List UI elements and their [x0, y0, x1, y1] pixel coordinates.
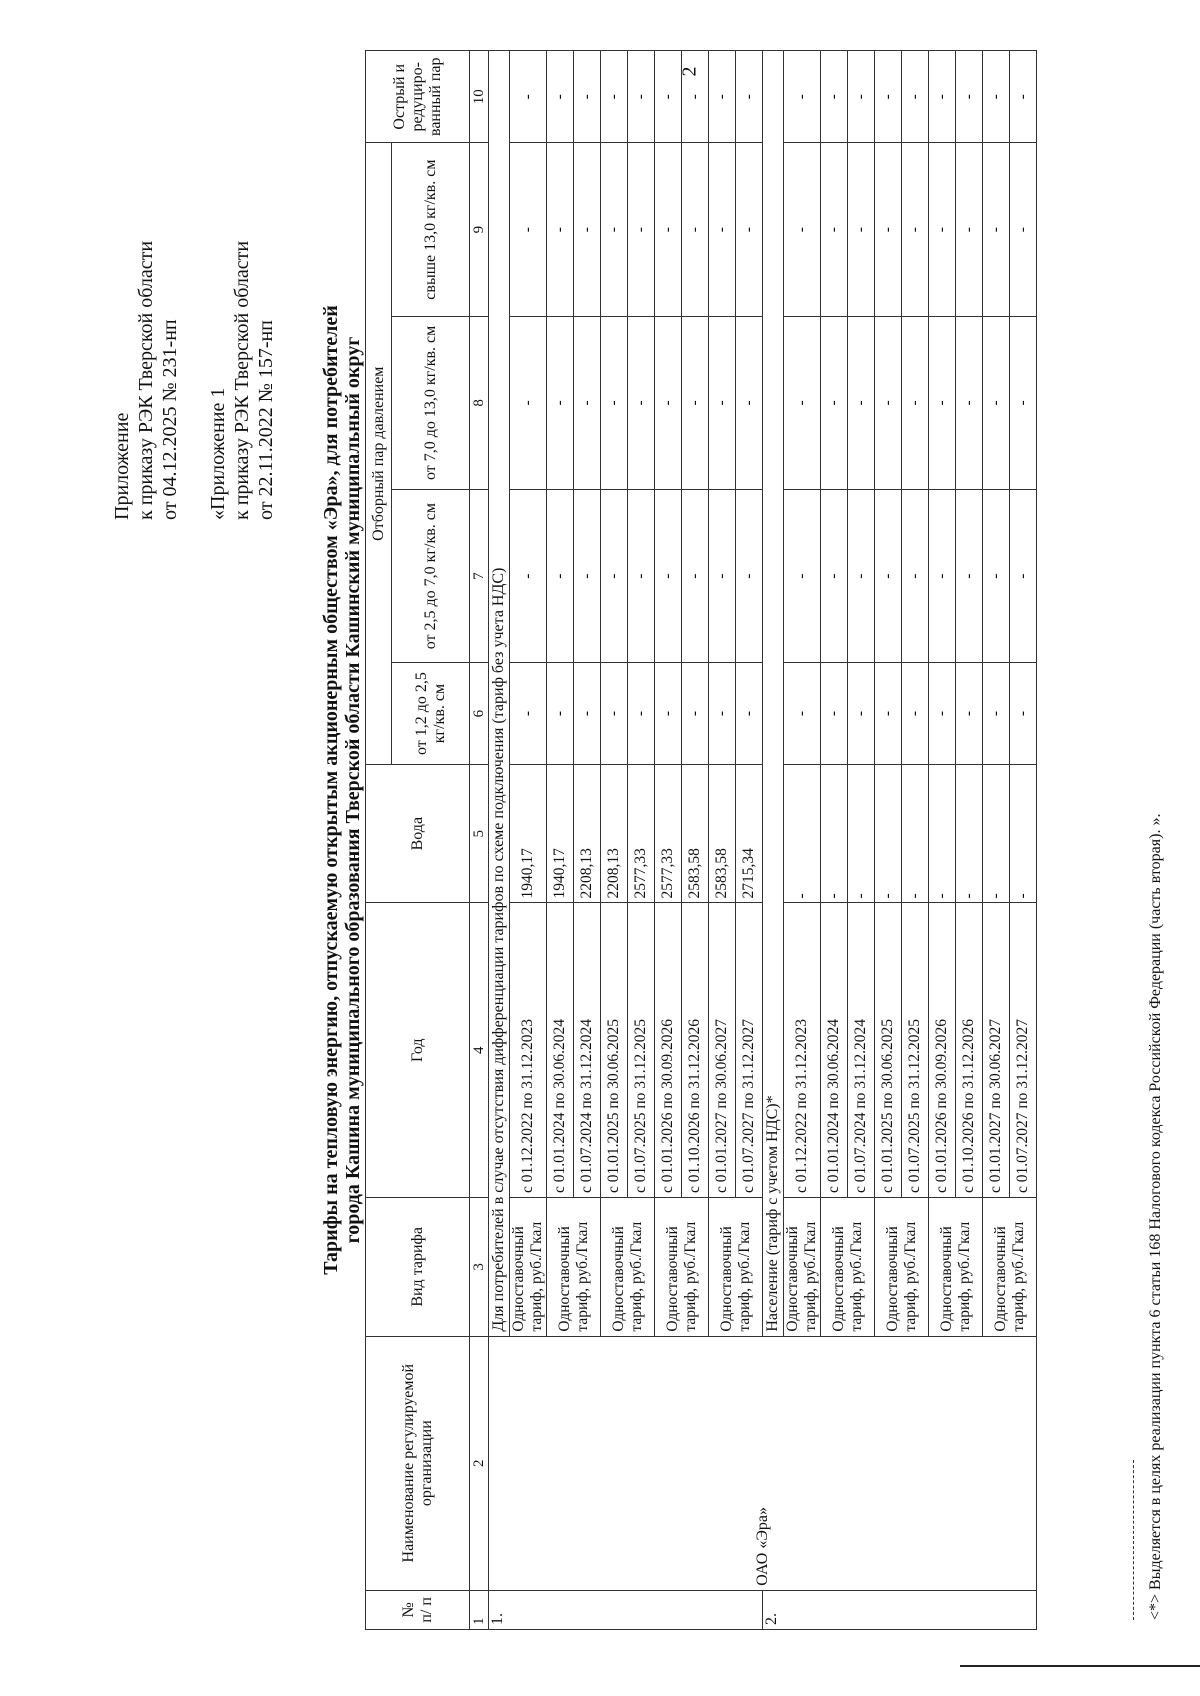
steam-value: - — [821, 663, 848, 765]
header-line: Приложение — [111, 412, 133, 520]
steam-value: - — [929, 489, 956, 662]
steam-value: - — [682, 489, 709, 662]
water-value: 2577,33 — [655, 764, 682, 903]
header-org: Наименование регулируемой организации — [366, 1336, 470, 1590]
steam-value: - — [682, 143, 709, 316]
steam-value: - — [736, 489, 763, 662]
steam-value: - — [875, 143, 902, 316]
water-value: 2715,34 — [736, 764, 763, 903]
header-steam-group: Отборный пар давлением — [366, 143, 392, 764]
water-value: 1940,17 — [510, 764, 547, 903]
col-number: 1 — [470, 1590, 489, 1629]
section-row — [489, 51, 510, 1630]
tariff-period: с 01.01.2025 по 30.06.2025 — [875, 903, 902, 1198]
header-line: к приказу РЭК Тверской области — [231, 240, 253, 520]
steam-value: - — [682, 316, 709, 489]
col-number: 2 — [470, 1336, 489, 1590]
tariff-kind: Одноставочный тариф, руб./Гкал — [784, 1198, 821, 1337]
steam-value: - — [902, 51, 929, 143]
header-line: к приказу РЭК Тверской области — [135, 240, 157, 520]
tariff-period: с 01.07.2027 по 31.12.2027 — [1010, 903, 1037, 1198]
tariff-period: с 01.10.2026 по 31.12.2026 — [682, 903, 709, 1198]
water-value: - — [983, 764, 1010, 903]
tariff-period: с 01.07.2024 по 31.12.2024 — [848, 903, 875, 1198]
document-title — [320, 80, 364, 1500]
steam-value: - — [709, 663, 736, 765]
steam-value: - — [709, 51, 736, 143]
steam-value: - — [784, 51, 821, 143]
steam-value: - — [601, 316, 628, 489]
tariff-period: с 01.07.2025 по 31.12.2025 — [902, 903, 929, 1198]
title-line: Тарифы на тепловую энергию, отпускаемую открытым акционерным обществом «Эра», для потребителей — [320, 305, 342, 1275]
steam-value: - — [510, 143, 547, 316]
steam-value: - — [956, 489, 983, 662]
steam-value: - — [848, 489, 875, 662]
tariff-kind: Одноставочный тариф, руб./Гкал — [709, 1198, 763, 1337]
tariff-table — [365, 50, 1037, 1630]
col-number: 5 — [470, 764, 489, 903]
steam-value: - — [736, 316, 763, 489]
steam-value: - — [736, 143, 763, 316]
steam-value: - — [821, 489, 848, 662]
section-title: Население (тариф с учетом НДС)* — [763, 51, 784, 1337]
water-value: - — [821, 764, 848, 903]
steam-value: - — [956, 143, 983, 316]
footnote-rule — [1133, 1460, 1134, 1620]
header-pressure-1: от 1,2 до 2,5 кг/кв. см — [392, 663, 470, 765]
water-value: 2208,13 — [601, 764, 628, 903]
water-value: - — [902, 764, 929, 903]
steam-value: - — [709, 316, 736, 489]
tariff-period: с 01.01.2024 по 30.06.2024 — [821, 903, 848, 1198]
tariff-kind: Одноставочный тариф, руб./Гкал — [510, 1198, 547, 1337]
title-line: города Кашина муниципального образования Тверской области Кашинский муниципальный округ — [342, 336, 364, 1244]
tariff-period: с 01.07.2027 по 31.12.2027 — [736, 903, 763, 1198]
steam-value: - — [848, 663, 875, 765]
steam-value: - — [875, 663, 902, 765]
tariff-table-body — [489, 51, 1037, 1630]
header-line: от 04.12.2025 № 231-нп — [159, 319, 181, 520]
col-number: 6 — [470, 663, 489, 765]
steam-value: - — [956, 663, 983, 765]
steam-value: - — [574, 663, 601, 765]
header-pressure-3: от 7,0 до 13,0 кг/кв. см — [392, 316, 470, 489]
steam-value: - — [784, 143, 821, 316]
steam-value: - — [983, 51, 1010, 143]
steam-value: - — [848, 143, 875, 316]
steam-value: - — [601, 489, 628, 662]
steam-value: - — [574, 143, 601, 316]
header-pressure-4: свыше 13,0 кг/кв. см — [392, 143, 470, 316]
steam-value: - — [655, 489, 682, 662]
tariff-period: с 01.01.2027 по 30.06.2027 — [983, 903, 1010, 1198]
steam-value: - — [510, 51, 547, 143]
organization-name: ОАО «Эра» — [489, 1336, 1037, 1590]
steam-value: - — [628, 489, 655, 662]
tariff-period: с 01.07.2024 по 31.12.2024 — [574, 903, 601, 1198]
steam-value: - — [655, 663, 682, 765]
header-line: от 22.11.2022 № 157-нп — [255, 320, 277, 520]
steam-value: - — [1010, 143, 1037, 316]
steam-value: - — [848, 316, 875, 489]
steam-value: - — [1010, 51, 1037, 143]
footnote: <*> Выделяется в целях реализации пункта 6 статьи 168 Налогового кодекса Российской Федерации (часть вторая). ». — [1147, 813, 1164, 1620]
steam-value: - — [628, 316, 655, 489]
section-title: Для потребителей в случае отсутствия дифференциации тарифов по схеме подключения (тариф без учета НДС) — [489, 51, 510, 1337]
steam-value: - — [736, 51, 763, 143]
steam-value: - — [929, 51, 956, 143]
water-value: - — [784, 764, 821, 903]
col-number: 9 — [470, 143, 489, 316]
tariff-kind: Одноставочный тариф, руб./Гкал — [983, 1198, 1037, 1337]
steam-value: - — [547, 143, 574, 316]
steam-value: - — [655, 143, 682, 316]
tariff-period: с 01.12.2022 по 31.12.2023 — [784, 903, 821, 1198]
col-number: 8 — [470, 316, 489, 489]
steam-value: - — [574, 51, 601, 143]
col-number: 10 — [470, 51, 489, 143]
water-value: - — [1010, 764, 1037, 903]
col-number: 4 — [470, 903, 489, 1198]
header-water: Вода — [366, 764, 470, 903]
water-value: 1940,17 — [547, 764, 574, 903]
steam-value: - — [956, 51, 983, 143]
tariff-period: с 01.01.2026 по 30.09.2026 — [929, 903, 956, 1198]
water-value: - — [848, 764, 875, 903]
steam-value: - — [784, 663, 821, 765]
steam-value: - — [875, 316, 902, 489]
steam-value: - — [875, 489, 902, 662]
steam-value: - — [929, 663, 956, 765]
tariff-kind: Одноставочный тариф, руб./Гкал — [929, 1198, 983, 1337]
tariff-period: с 01.10.2026 по 31.12.2026 — [956, 903, 983, 1198]
tariff-period: с 01.07.2025 по 31.12.2025 — [628, 903, 655, 1198]
steam-value: - — [902, 316, 929, 489]
tariff-kind: Одноставочный тариф, руб./Гкал — [547, 1198, 601, 1337]
steam-value: - — [709, 489, 736, 662]
column-number-row — [470, 51, 489, 1630]
steam-value: - — [821, 51, 848, 143]
steam-value: - — [983, 663, 1010, 765]
section-number: 2. — [763, 1590, 1037, 1629]
steam-value: - — [1010, 316, 1037, 489]
steam-value: - — [601, 663, 628, 765]
page-number: 2 — [678, 66, 701, 77]
steam-value: - — [601, 51, 628, 143]
steam-value: - — [784, 316, 821, 489]
section-number: 1. — [489, 1590, 763, 1629]
tariff-period: с 01.01.2026 по 30.09.2026 — [655, 903, 682, 1198]
steam-value: - — [902, 489, 929, 662]
water-value: - — [875, 764, 902, 903]
steam-value: - — [547, 663, 574, 765]
water-value: - — [929, 764, 956, 903]
steam-value: - — [628, 143, 655, 316]
header-num: № п/ п — [366, 1590, 470, 1629]
water-value: 2583,58 — [709, 764, 736, 903]
col-number: 7 — [470, 489, 489, 662]
tariff-period: с 01.12.2022 по 31.12.2023 — [510, 903, 547, 1198]
water-value: 2583,58 — [682, 764, 709, 903]
steam-value: - — [574, 489, 601, 662]
steam-value: - — [655, 51, 682, 143]
steam-value: - — [510, 489, 547, 662]
steam-value: - — [821, 316, 848, 489]
steam-value: - — [929, 143, 956, 316]
steam-value: - — [510, 663, 547, 765]
water-value: - — [956, 764, 983, 903]
steam-value: - — [547, 51, 574, 143]
steam-value: - — [983, 143, 1010, 316]
bottom-rule — [960, 1665, 1200, 1667]
header-line: «Приложение 1 — [207, 387, 229, 520]
tariff-period: с 01.01.2025 по 30.06.2025 — [601, 903, 628, 1198]
steam-value: - — [510, 316, 547, 489]
steam-value: - — [875, 51, 902, 143]
steam-value: - — [547, 316, 574, 489]
tariff-kind: Одноставочный тариф, руб./Гкал — [821, 1198, 875, 1337]
steam-value: - — [848, 51, 875, 143]
tariff-period: с 01.01.2027 по 30.06.2027 — [709, 903, 736, 1198]
header-year: Год — [366, 903, 470, 1198]
header-sharp-steam: Острый и редуциро- ванный пар — [366, 51, 470, 143]
appendix-header — [110, 60, 278, 520]
steam-value: - — [682, 51, 709, 143]
steam-value: - — [929, 316, 956, 489]
water-value: 2577,33 — [628, 764, 655, 903]
col-number: 3 — [470, 1198, 489, 1337]
header-pressure-2: от 2,5 до 7,0 кг/кв. см — [392, 489, 470, 662]
steam-value: - — [983, 316, 1010, 489]
steam-value: - — [956, 316, 983, 489]
steam-value: - — [682, 663, 709, 765]
steam-value: - — [601, 143, 628, 316]
steam-value: - — [574, 316, 601, 489]
tariff-kind: Одноставочный тариф, руб./Гкал — [655, 1198, 709, 1337]
tariff-kind: Одноставочный тариф, руб./Гкал — [875, 1198, 929, 1337]
tariff-kind: Одноставочный тариф, руб./Гкал — [601, 1198, 655, 1337]
steam-value: - — [628, 51, 655, 143]
steam-value: - — [628, 663, 655, 765]
water-value: 2208,13 — [574, 764, 601, 903]
steam-value: - — [784, 489, 821, 662]
steam-value: - — [547, 489, 574, 662]
tariff-period: с 01.01.2024 по 30.06.2024 — [547, 903, 574, 1198]
steam-value: - — [655, 316, 682, 489]
rotated-page — [15, 20, 1185, 1640]
steam-value: - — [983, 489, 1010, 662]
steam-value: - — [902, 663, 929, 765]
steam-value: - — [1010, 663, 1037, 765]
steam-value: - — [1010, 489, 1037, 662]
steam-value: - — [902, 143, 929, 316]
steam-value: - — [821, 143, 848, 316]
steam-value: - — [736, 663, 763, 765]
header-kind: Вид тарифа — [366, 1198, 470, 1337]
steam-value: - — [709, 143, 736, 316]
